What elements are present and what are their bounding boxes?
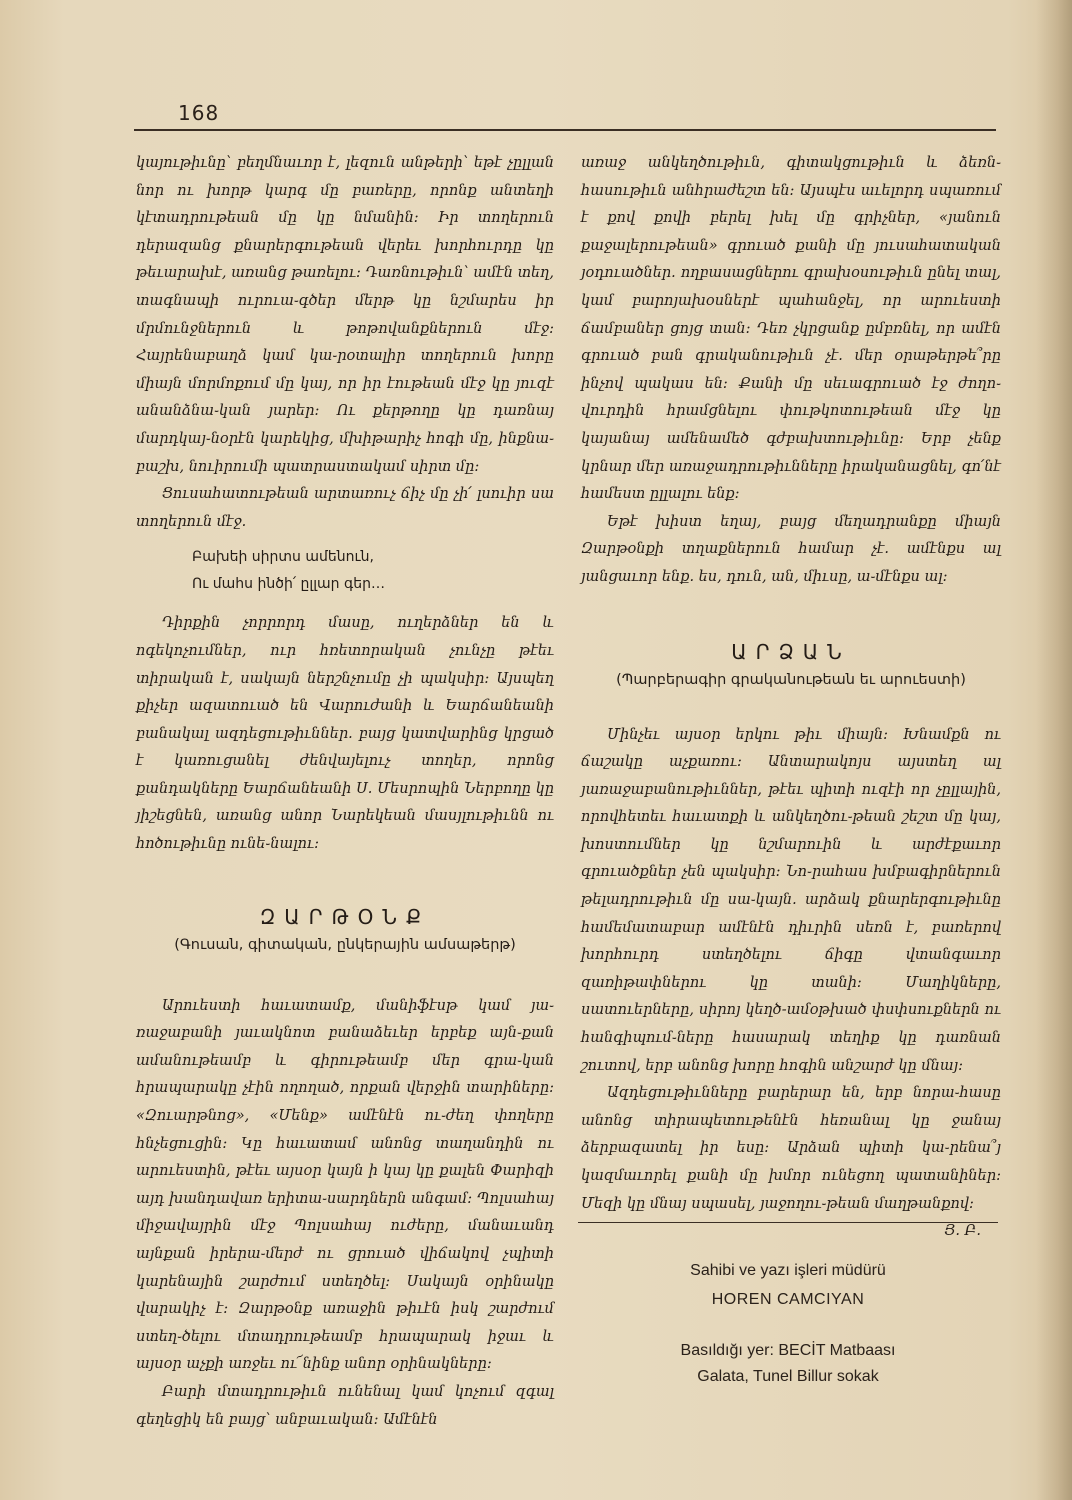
- poem-line: Ու մահս ինծի՛ ըլլար գեր…: [192, 576, 385, 593]
- left-column: [136, 150, 554, 1434]
- section-title-arzan: ԱՐՁԱՆ: [731, 639, 851, 664]
- paragraph: Բարի մտադրութիւն ունենալ կամ կոչում զգալ գեղեցիկ են բայց՝ անբաւական։ Ամէնէն: [136, 1383, 554, 1428]
- paragraph: առաջ անկեղծութիւն, գիտակցութիւն և ձեռն֊հասութիւն անհրաժեշտ են։ Այսպէս աւելորդ սպառում է քով քովի բերել խել մը գրիչներ, «յանուն քաջալերութեան» գրուած քանի մը յուսահատական յօդուածներ. ողբասացներու գրախօսութիւն ընել տալ, կամ բարոյախօսներէ պահանջել, որ արուեստի ճամբաներ ցոյց տան։ Դեռ չկրցանք ըմբռնել, որ ամէն գրուած բան գրականութիւն չէ. մեր օրաթերթե՞րը ինչով պակաս են։ Քանի մը սեւագրուած էջ ժողո֊վուրդին հրամցնելու փութկոտութեան մէջ կը կայանայ ամենամեծ գժբախտութիւնը։ Երբ չենք կրնար մեր առաջադրութիւնները իրականացնել, գո՛նէ համեստ ըլլալու ենք։: [581, 155, 1001, 503]
- owner-name: HOREN CAMCIYAN: [711, 1291, 865, 1308]
- section-title-zartonk: ԶԱՐԹՕՆՔ: [259, 904, 431, 929]
- paragraph: կայութիւնը՝ բեղմնաւոր է, լեզուն անթերի՝ եթէ չըլլան նոր ու խորթ կարգ մը բառերը, որոնք անտեղի կէտադրութեան մը կը նմանին։ Իր տողերուն դերազանց քնարերգութեան վերեւ խորհուրդը կը թեւարախէ, առանց թառելու։ Դառնութիւն՝ ամէն տեղ, տագնապի ուրուա֊գծեր մերթ կը նշմարես իր մրմունջներուն և թոթովանքներուն մէջ։ Հայրենաբաղձ կամ կա֊րօտալիր տողերուն խորը միայն մորմոքում մը կայ, որ իր էութեան մէջ կը յուզէ անանձնա֊կան յարեր։ Ու քերթողը կը դառնայ մարդկայ֊նօրէն կարեկից, մխիթարիչ հոգի մը, ինքնա֊բաշխ, նուիրումի պատրաստակամ սիրտ մը։: [136, 155, 554, 475]
- page-edge-shadow: [1036, 0, 1072, 1500]
- poem-line: Բախեի սիրտս ամենուն,: [192, 549, 374, 566]
- page-number: 168: [178, 101, 220, 125]
- paragraph: Դիրքին չորրորդ մասը, ուղերձներ են և ոգեկոչումներ, ուր հռետորական չունչը թէեւ տիրական է, սակայն ներշնչումը չի պակսիր։ Այսպեղ քիչեր ազատուած են Վարուժանի և Եարճանեանի բանակալ ազդեցութիւններ. բայց կատվարինց կրցած է կառուցանել ժենվայելուչ տողեր, որոնց քանդակները Եարճանեանի Ս. Մեսրոպին Ներբողը կը յիշեցնեն, առանց անոր Նարեկեան մասյլութիւնն ու հոծութիւնը ունե֊նալու։: [136, 615, 554, 853]
- paragraph: Ցուսահատութեան արտառուչ ճիչ մը չի՛ լսուիր սա տողերուն մէջ.: [136, 486, 554, 530]
- paragraph: Մինչեւ այսօր երկու թիւ միայն։ Խնամքն ու ճաշակը աչքառու։ Անտարակոյս այստեղ ալ յառաջաբանութիւններ, թէեւ պիտի ուզէի որ չըլլային, որովհետեւ հաւատքի և անկեղծու֊թեան շեշտ մը կայ, խոստումներ կը նշմարուին և արժէքաւոր գրուածքներ չեն պակսիր։ Նո֊րահաս խմբագիրներուն թելադրութիւն մը սա֊կայն. արձակ քնարերգութիւնը համեմատաբար ամէնէն դիւրին սեռն է, բառերով խորհուրդ ստեղծելու ճիգը վտանգաւոր զառիթափներու կը տանի։ Մաղիկները, սատուերները, սիրոյ կեղծ-ամօթխած փսփսուքներն ու հանգիպում֊ները հասարակ տեղիք կը դառնան շուտով, երբ անոնց խորը հոգին անշարժ կը մնայ։: [581, 726, 1001, 1074]
- section-subtitle: (Պարբերագիր գրականութեան եւ արուեստի): [616, 671, 966, 688]
- owner-label: Sahibi ve yazı işleri müdürü: [690, 1262, 886, 1279]
- paragraph: Ազդեցութիւնները բարերար են, երբ նորա֊հասը անոնց տիրապետութենէն հեռանալ կը ջանայ ձերբազատել իր եսը։ Արձան պիտի կա֊րենա՞յ կազմաւորել քանի մը խմոր ունեցող պատանիներ։ Մեզի կը մնայ սպասել, յաջողու֊թեան մաղթանքով։: [581, 1085, 1001, 1212]
- right-column: [581, 150, 1001, 1246]
- poem-quote: [192, 544, 554, 598]
- author-signature: Յ. Բ.: [944, 1223, 981, 1240]
- printed-at: Basıldığı yer: BECİT Matbaası: [680, 1342, 896, 1359]
- header-rule: [134, 129, 996, 131]
- section-subtitle: (Գուսան, գիտական, ընկերային ամսաթերթ): [174, 936, 516, 953]
- paragraph: Եթէ խիստ եղայ, բայց մեղադրանքը միայն Զարթօնքի տղաքներուն համար չէ. ամէնքս ալ յանցաւոր ենք. ես, դուն, ան, միւսը, ա֊մէնքս ալ։: [581, 513, 1001, 585]
- printed-address: Galata, Tunel Billur sokak: [697, 1368, 879, 1385]
- imprint-rule: [578, 1222, 998, 1223]
- paragraph: Արուեստի հաւատամք, մանիֆէսթ կամ յա֊ռաջաբանի յաւակնոտ բանաձեւեր երբեք այն֊քան ամանութեամբ և գիրութեամբ մեր գրա֊կան հրապարակը չէին ողողած, որքան վերջին տարիները։ «Զուարթնոց», «Մենք» ամէնէն ու֊ժեղ փողերը հնչեցուցին։ Կը հաւատամ անոնց տաղանդին ու արուեստին, թէեւ այսօր կայն ի կայ կը քալեն Փարիզի այդ խանդավառ երիտա֊սարդներն անգամ։ Պոլսահայ միջավայրին մէջ Պոլսահայ ուժերը, մանաւանդ այնքան իրերա֊մերժ ու ցրուած վիճակով չպիտի կարենային շարժում ստեղծել։ Սակայն օրինակը վարակիչ է։ Զարթօնք առաջին թիւէն իսկ շարժում ստեղ֊ծելու մտադրութեամբ հրապարակ իջաւ և այսօր աչքի առջեւ ու՜նինք անոր օրինակները։: [136, 997, 554, 1373]
